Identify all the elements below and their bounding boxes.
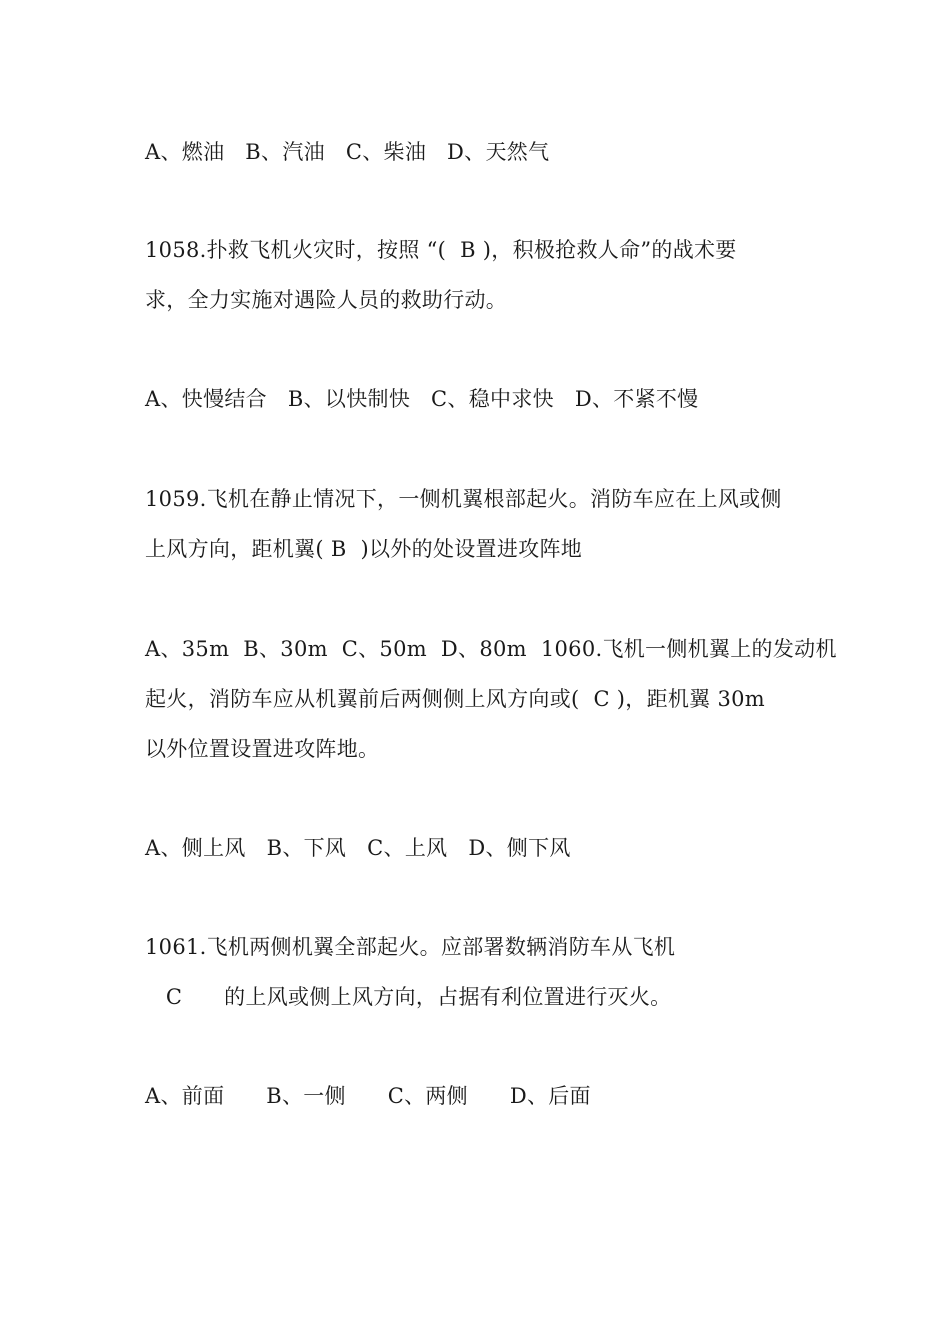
question-1060-line-3: 以外位置设置进攻阵地。 [145,737,380,761]
question-1059-line-2: 上风方向，距机翼( B )以外的处设置进攻阵地 [145,537,583,561]
question-1060-line-2: 起火，消防车应从机翼前后两侧侧上风方向或( C )，距机翼 30m [145,687,765,711]
question-1058-line-2: 求，全力实施对遇险人员的救助行动。 [145,288,508,312]
options-q1060: A、侧上风 B、下风 C、上风 D、侧下风 [145,836,571,860]
options-q1057: A、燃油 B、汽油 C、柴油 D、天然气 [145,140,550,164]
options-q1058: A、快慢结合 B、以快制快 C、稳中求快 D、不紧不慢 [145,387,699,411]
question-1061-line-1: 1061.飞机两侧机翼全部起火。应部署数辆消防车从飞机 [145,935,676,959]
options-q1061: A、前面 B、一侧 C、两侧 D、后面 [145,1084,591,1108]
options-q1059-question-1060-line-1: A、35m B、30m C、50m D、80m 1060.飞机一侧机翼上的发动机 [145,637,837,661]
question-1058-line-1: 1058.扑救飞机火灾时，按照 “( B )，积极抢救人命”的战术要 [145,238,737,262]
question-1059-line-1: 1059.飞机在静止情况下，一侧机翼根部起火。消防车应在上风或侧 [145,487,782,511]
question-1061-line-2: C 的上风或侧上风方向，占据有利位置进行灭火。 [145,985,672,1009]
